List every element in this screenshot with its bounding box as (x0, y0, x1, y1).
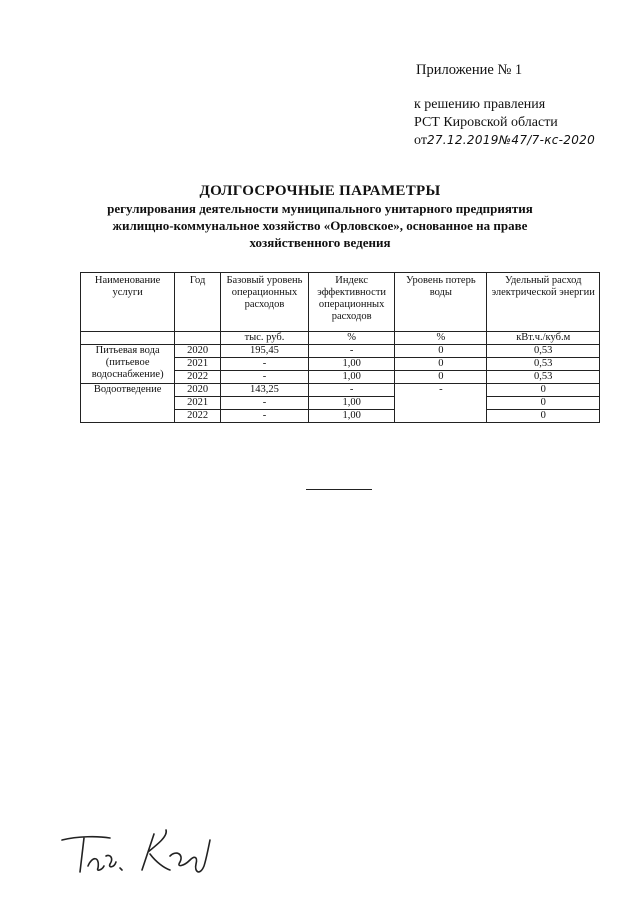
unit-cell: % (309, 332, 395, 345)
index-cell: - (309, 384, 395, 397)
subtitle-line-1: регулирования деятельности муниципального унитарного предприятия (107, 201, 533, 216)
year-cell: 2020 (175, 384, 221, 397)
decision-line-2: РСТ Кировской области (414, 115, 558, 130)
table-units-row (81, 332, 600, 345)
unit-cell: тыс. руб. (220, 332, 308, 345)
base-cell: 143,25 (220, 384, 308, 397)
table-row (81, 345, 600, 358)
service-name-water: Питьевая вода (питьевое водоснабжение) (81, 345, 175, 384)
index-cell: 1,00 (309, 410, 395, 423)
energy-cell: 0,53 (487, 358, 600, 371)
index-cell: 1,00 (309, 358, 395, 371)
year-cell: 2022 (175, 410, 221, 423)
energy-cell: 0,53 (487, 345, 600, 358)
loss-cell: - (395, 384, 487, 423)
base-cell: - (220, 358, 308, 371)
decision-line-1: к решению правления (414, 97, 546, 112)
index-cell: 1,00 (309, 371, 395, 384)
unit-cell: кВт.ч./куб.м (487, 332, 600, 345)
header-base-level: Базовый уровень операционных расходов (220, 273, 308, 332)
index-cell: - (309, 345, 395, 358)
loss-cell: 0 (395, 345, 487, 358)
loss-cell: 0 (395, 371, 487, 384)
subtitle-line-2: жилищно-коммунальное хозяйство «Орловское», основанное на праве (112, 218, 528, 233)
service-name-sewer: Водоотведение (81, 384, 175, 423)
parameters-table (80, 272, 600, 423)
base-cell: - (220, 410, 308, 423)
year-cell: 2021 (175, 397, 221, 410)
closing-rule (306, 489, 372, 490)
table-header-row (81, 273, 600, 332)
subtitle-line-3: хозяйственного ведения (249, 235, 391, 250)
loss-cell: 0 (395, 358, 487, 371)
year-cell: 2022 (175, 371, 221, 384)
header-water-loss: Уровень потерь воды (395, 273, 487, 332)
energy-cell: 0 (487, 397, 600, 410)
energy-cell: 0,53 (487, 371, 600, 384)
header-energy-consumption: Удельный расход электрической энергии (487, 273, 600, 332)
year-cell: 2021 (175, 358, 221, 371)
base-cell: - (220, 397, 308, 410)
header-efficiency-index: Индекс эффективности операционных расходов (309, 273, 395, 332)
decision-line-3 (414, 133, 595, 149)
appendix-label: Приложение № 1 (416, 62, 523, 78)
index-cell: 1,00 (309, 397, 395, 410)
unit-cell (175, 332, 221, 345)
table-row (81, 384, 600, 397)
base-cell: - (220, 371, 308, 384)
decision-handwritten-number: 27.12.2019№47/7-кс-2020 (426, 133, 596, 147)
energy-cell: 0 (487, 410, 600, 423)
handwritten-signature (58, 826, 218, 886)
header-year: Год (175, 273, 221, 332)
unit-cell (81, 332, 175, 345)
unit-cell: % (395, 332, 487, 345)
base-cell: 195,45 (220, 345, 308, 358)
energy-cell: 0 (487, 384, 600, 397)
decision-prefix: от (414, 133, 427, 148)
year-cell: 2020 (175, 345, 221, 358)
document-title: ДОЛГОСРОЧНЫЕ ПАРАМЕТРЫ (199, 183, 441, 199)
header-service: Наименование услуги (81, 273, 175, 332)
